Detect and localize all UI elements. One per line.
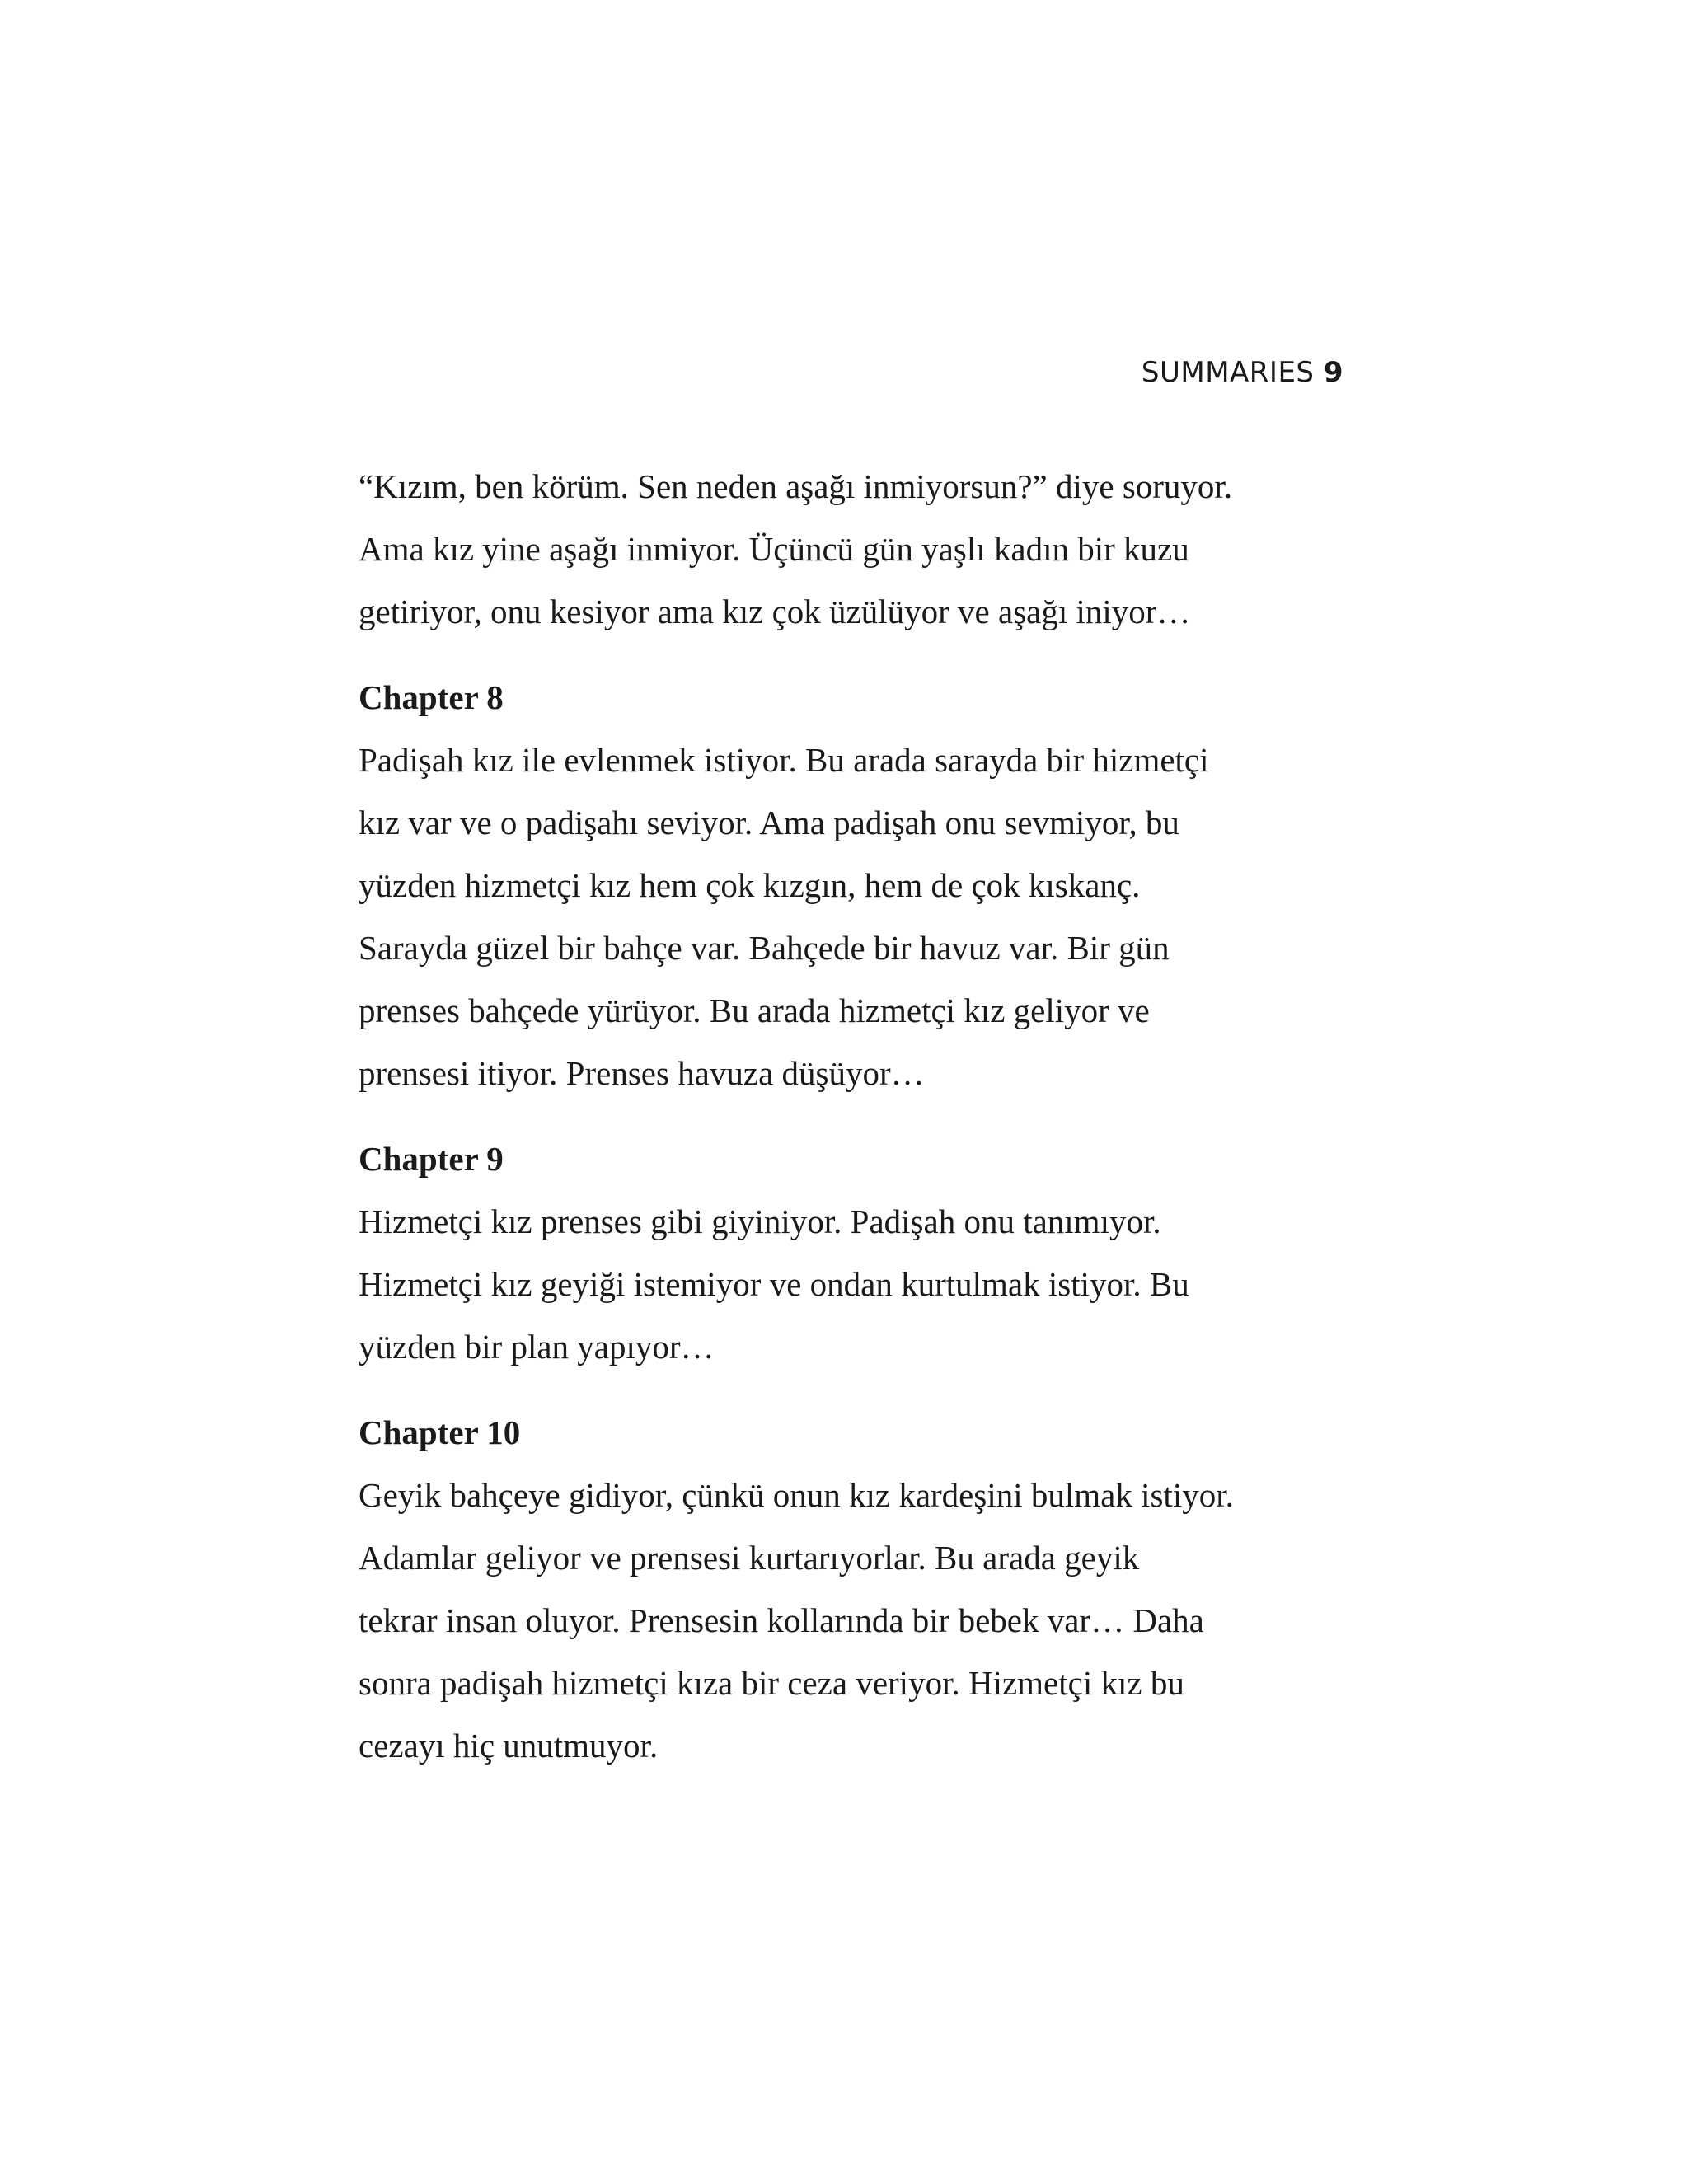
text-line: cezayı hiç unutmuyor. <box>359 1727 659 1765</box>
text-line: Hizmetçi kız geyiği istemiyor ve ondan kurtulmak istiyor. Bu <box>359 1265 1189 1303</box>
running-head <box>1142 356 1343 389</box>
chapter-9-paragraph <box>359 1190 1348 1378</box>
text-line: prensesi itiyor. Prenses havuza düşüyor… <box>359 1054 925 1092</box>
text-line: prenses bahçede yürüyor. Bu arada hizmetçi kız geliyor ve <box>359 991 1150 1029</box>
text-line: “Kızım, ben körüm. Sen neden aşağı inmiyorsun?” diye soruyor. <box>359 467 1233 505</box>
text-line: Ama kız yine aşağı inmiyor. Üçüncü gün yaşlı kadın bir kuzu <box>359 530 1189 568</box>
text-line: sonra padişah hizmetçi kıza bir ceza veriyor. Hizmetçi kız bu <box>359 1664 1184 1702</box>
text-line: getiriyor, onu kesiyor ama kız çok üzülüyor ve aşağı iniyor… <box>359 593 1191 630</box>
intro-paragraph <box>359 455 1348 643</box>
running-head-section: SUMMARIES <box>1141 356 1315 389</box>
chapter-8-title: Chapter 8 <box>359 678 504 716</box>
text-line: kız var ve o padişahı seviyor. Ama padişah onu sevmiyor, bu <box>359 804 1179 841</box>
text-line: Sarayda güzel bir bahçe var. Bahçede bir havuz var. Bir gün <box>359 929 1170 967</box>
text-line: Geyik bahçeye gidiyor, çünkü onun kız kardeşini bulmak istiyor. <box>359 1476 1234 1514</box>
text-line: Adamlar geliyor ve prensesi kurtarıyorlar. Bu arada geyik <box>359 1539 1140 1577</box>
chapter-10-paragraph <box>359 1464 1348 1777</box>
text-line: Padişah kız ile evlenmek istiyor. Bu arada sarayda bir hizmetçi <box>359 741 1209 779</box>
chapter-9-title: Chapter 9 <box>359 1140 504 1178</box>
page-number: 9 <box>1323 356 1343 389</box>
text-line: yüzden hizmetçi kız hem çok kızgın, hem de çok kıskanç. <box>359 866 1141 904</box>
text-line: Hizmetçi kız prenses gibi giyiniyor. Padişah onu tanımıyor. <box>359 1202 1161 1240</box>
page-content <box>359 455 1348 1777</box>
text-line: tekrar insan oluyor. Prensesin kollarında bir bebek var… Daha <box>359 1601 1204 1639</box>
text-line: yüzden bir plan yapıyor… <box>359 1328 715 1366</box>
chapter-10-title: Chapter 10 <box>359 1413 521 1451</box>
chapter-8-paragraph <box>359 729 1348 1104</box>
